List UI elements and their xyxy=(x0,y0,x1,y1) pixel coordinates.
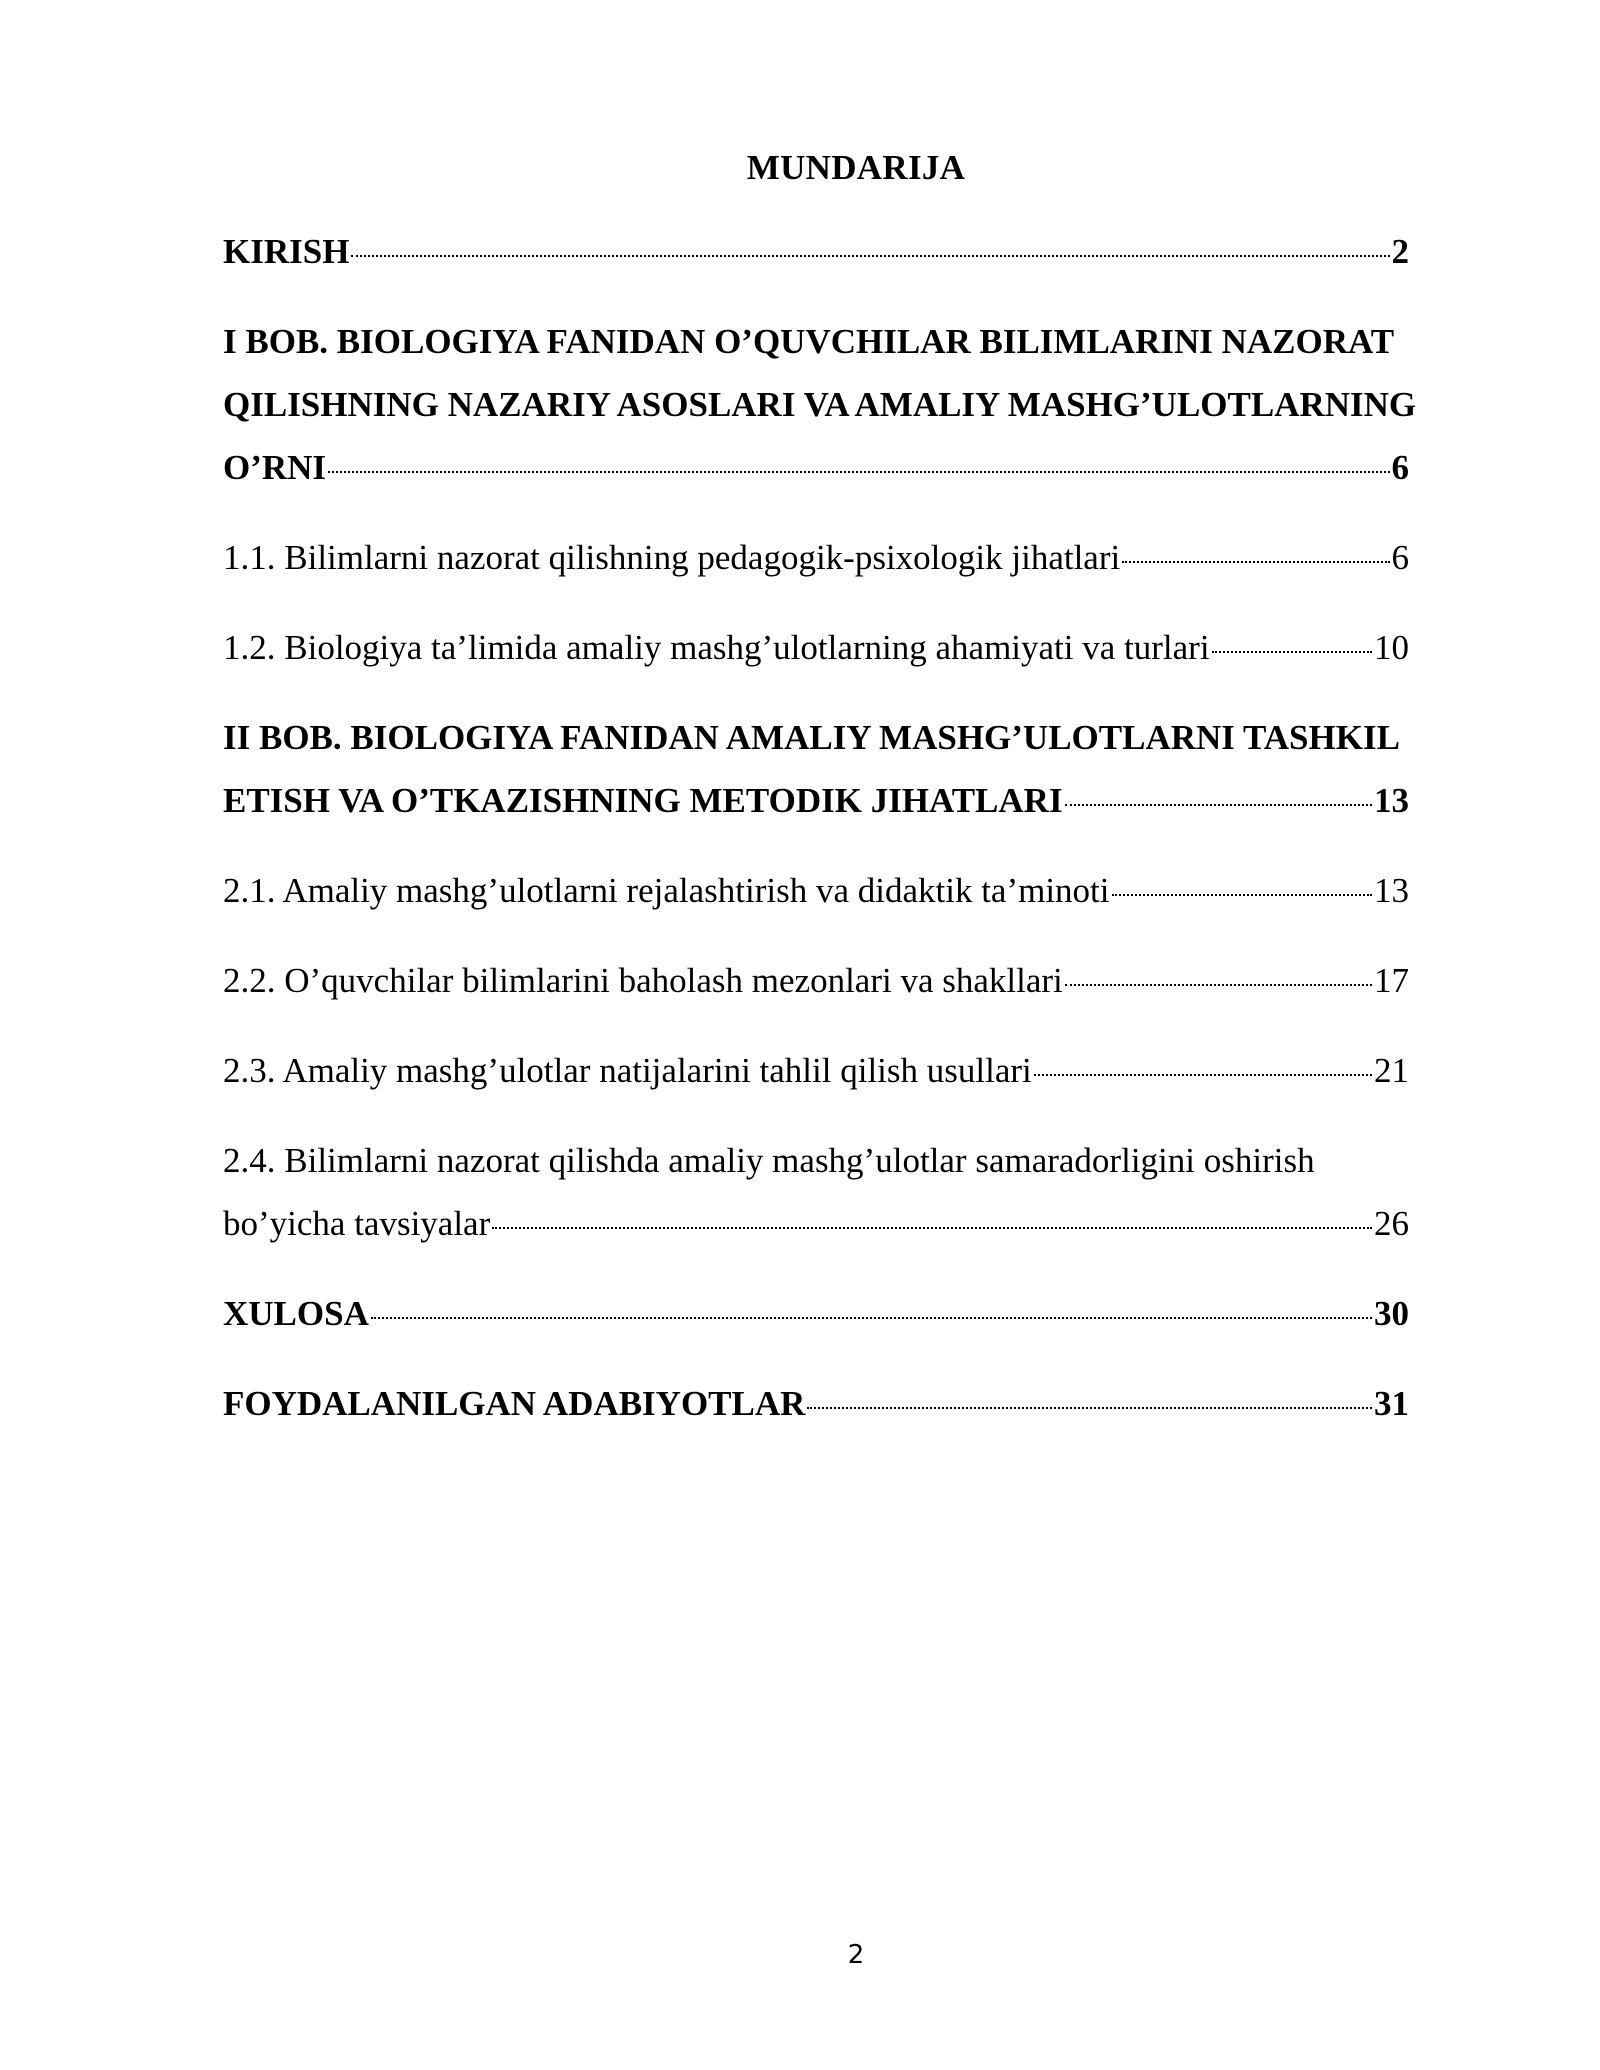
page-title: MUNDARIJA xyxy=(746,148,966,187)
dot-leader xyxy=(1212,651,1372,653)
dot-leader xyxy=(1034,1074,1372,1076)
toc-entry-xulosa xyxy=(223,1282,1409,1345)
dot-leader xyxy=(1065,984,1372,986)
toc-entry-title: FOYDALANILGAN ADABIYOTLAR xyxy=(223,1384,806,1423)
toc-entry-title: 2.3. Amaliy mashg’ulotlar natijalarini tahlil qilish usullari xyxy=(223,1051,1032,1090)
toc-entry-title-line: II BOB. BIOLOGIYA FANIDAN AMALIY MASHG’ULOTLARNI TASHKIL xyxy=(223,718,1400,757)
toc-entry-references xyxy=(223,1372,1409,1435)
dot-leader xyxy=(328,471,1389,473)
toc-entry-title-line: QILISHNING NAZARIY ASOSLARI VA AMALIY MASHG’ULOTLARNING xyxy=(223,385,1417,424)
toc-entry-title-line: I BOB. BIOLOGIYA FANIDAN O’QUVCHILAR BILIMLARINI NAZORAT xyxy=(223,322,1395,361)
dot-leader xyxy=(1065,804,1372,806)
dot-leader xyxy=(807,1407,1372,1409)
toc-entry-title: XULOSA xyxy=(223,1294,369,1333)
toc-entry-title: bo’yicha tavsiyalar xyxy=(223,1204,491,1243)
page-number: 2 xyxy=(847,1940,865,1970)
toc-entry-title: O’RNI xyxy=(223,448,327,487)
toc-entry-kirish xyxy=(223,220,1409,283)
toc-page-number: 26 xyxy=(1374,1204,1409,1243)
toc-entry-title-line: 2.4. Bilimlarni nazorat qilishda amaliy mashg’ulotlar samaradorligini oshirish xyxy=(223,1141,1315,1180)
toc-page-number: 13 xyxy=(1374,871,1409,910)
toc-page-number: 21 xyxy=(1374,1051,1409,1090)
toc-page-number: 10 xyxy=(1374,628,1409,667)
table-of-contents xyxy=(223,220,1417,1462)
toc-entry-2-4 xyxy=(223,1129,1409,1255)
toc-entry-2-3 xyxy=(223,1039,1409,1102)
toc-entry-title: 1.2. Biologiya ta’limida amaliy mashg’ulotlarning ahamiyati va turlari xyxy=(223,628,1210,667)
toc-page-number: 17 xyxy=(1374,961,1409,1000)
toc-entry-title: ETISH VA O’TKAZISHNING METODIK JIHATLARI xyxy=(223,781,1063,820)
dot-leader xyxy=(351,255,1389,257)
toc-entry-title: 2.2. O’quvchilar bilimlarini baholash mezonlari va shakllari xyxy=(223,961,1063,1000)
dot-leader xyxy=(492,1227,1372,1229)
toc-entry-2-2 xyxy=(223,949,1409,1012)
toc-entry-title: 2.1. Amaliy mashg’ulotlarni rejalashtirish va didaktik ta’minoti xyxy=(223,871,1110,910)
toc-entry-1-2 xyxy=(223,616,1409,679)
dot-leader xyxy=(1112,894,1372,896)
toc-page-number: 6 xyxy=(1391,538,1409,577)
toc-page-number: 31 xyxy=(1374,1384,1409,1423)
toc-entry-chapter-1 xyxy=(223,310,1417,499)
dot-leader xyxy=(1122,561,1389,563)
toc-entry-2-1 xyxy=(223,859,1409,922)
toc-page-number: 6 xyxy=(1391,448,1409,487)
toc-entry-1-1 xyxy=(223,526,1409,589)
toc-page-number: 2 xyxy=(1391,232,1409,271)
toc-entry-title: KIRISH xyxy=(223,232,350,271)
dot-leader xyxy=(371,1317,1372,1319)
toc-entry-chapter-2 xyxy=(223,706,1409,832)
toc-page-number: 30 xyxy=(1374,1294,1409,1333)
toc-entry-title: 1.1. Bilimlarni nazorat qilishning pedagogik-psixologik jihatlari xyxy=(223,538,1121,577)
toc-page-number: 13 xyxy=(1374,781,1409,820)
